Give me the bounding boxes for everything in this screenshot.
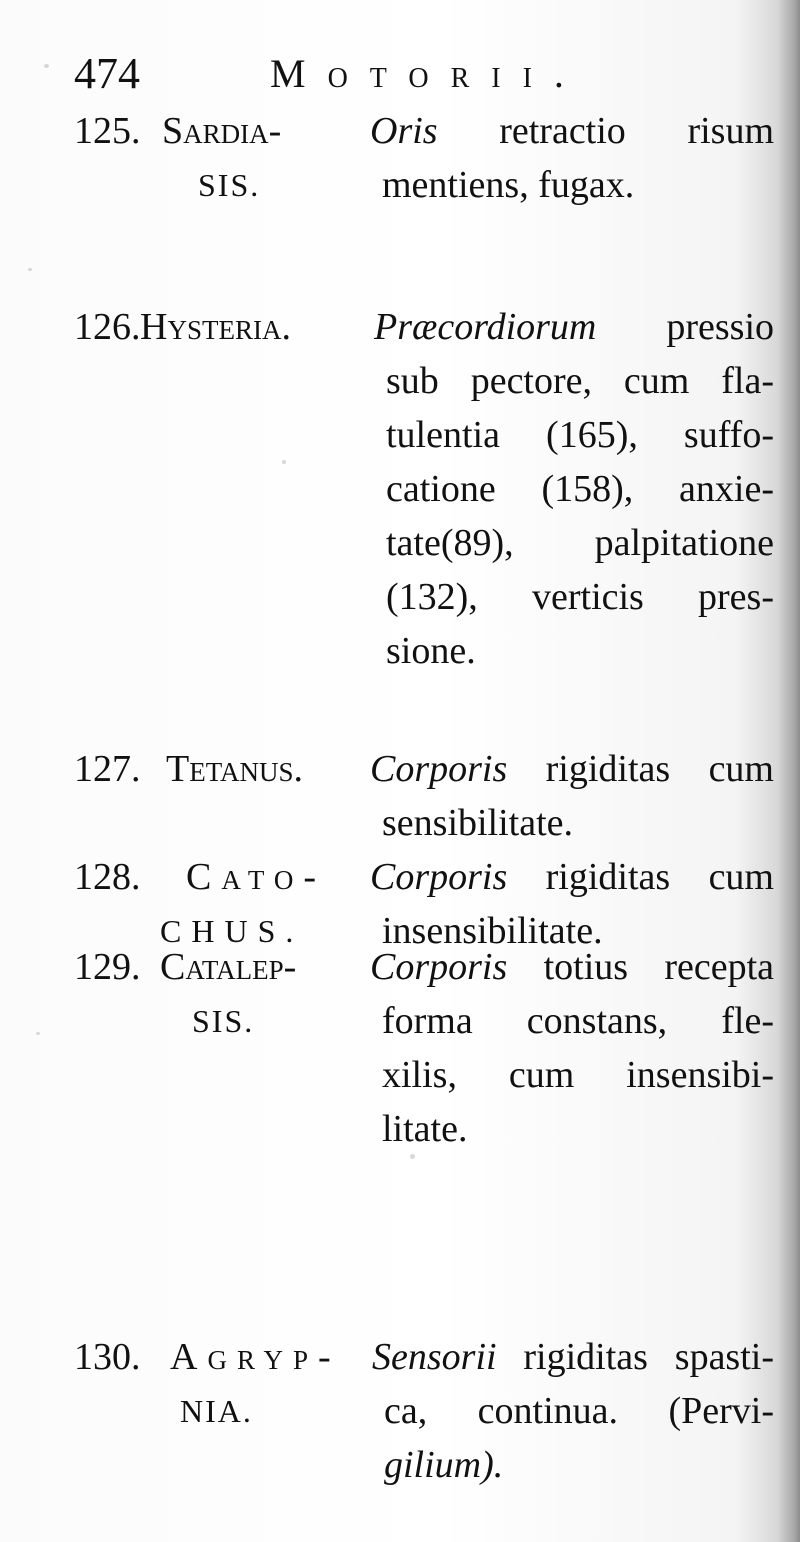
definition-line: sub pectore, cum fla- [386,360,774,402]
definition-line: (132), verticis pres- [386,576,774,618]
entry-number: 126. [74,306,141,348]
entry-125 [74,104,774,212]
entry-number: 129. [74,946,141,988]
definition-line: ca, continua. (Pervi- [384,1390,774,1432]
definition-line: sione. [386,630,476,672]
entry-term: Hysteria. [140,306,291,348]
definition-line: gilium). [384,1444,504,1486]
definition-line: litate. [382,1108,468,1150]
definition-text: retractio risum [499,110,774,152]
entry-127 [74,742,774,850]
entry-definition [370,940,774,1156]
entry-definition [374,300,774,678]
definition-headword: Sensorii [372,1336,497,1378]
entry-term-continuation: SIS. [198,167,261,203]
paper-speck [28,268,32,271]
definition-line: xilis, cum insensibi- [382,1054,774,1096]
definition-line: tulentia (165), suffo- [386,414,774,456]
entry-number: 130. [74,1336,141,1378]
entry-number: 125. [74,110,141,152]
definition-headword: Præcordiorum [374,306,597,348]
entry-term: Catalep- [160,946,297,988]
page-number: 474 [74,49,140,98]
definition-text: rigiditas cum [545,748,774,790]
definition-headword: Corporis [370,748,508,790]
definition-text: pressio [666,306,774,348]
page-edge-shadow [778,0,800,1542]
definition-text: totius recepta [543,946,775,988]
definition-text: rigiditas cum [545,856,774,898]
definition-line [370,104,774,158]
definition-headword: Oris [370,110,438,152]
entry-definition [372,1330,774,1492]
definition-line: catione (158), anxie- [386,468,774,510]
entry-129 [74,940,774,1160]
running-head: Motorii. [270,51,586,96]
definition-text: rigiditas spasti- [523,1336,774,1378]
definition-line [372,1330,774,1384]
entry-term: Tetanus. [166,748,304,790]
definition-line: mentiens, fugax. [382,164,635,206]
definition-line [374,300,774,354]
paper-speck [44,64,49,68]
entry-term-continuation: SIS. [192,1003,255,1039]
entry-number: 128. [74,856,141,898]
page-header [74,44,774,104]
definition-line: tate(89), palpitatione [386,522,774,564]
entry-number: 127. [74,748,141,790]
definition-headword: Corporis [370,946,508,988]
definition-line: sensibilitate. [382,802,574,844]
definition-headword: Corporis [370,856,508,898]
entry-term: Sardia- [162,110,282,152]
entry-definition [370,104,774,212]
entry-term: Cato- [186,856,327,898]
entry-term-continuation: NIA. [180,1393,253,1429]
definition-line: forma constans, fle- [382,1000,774,1042]
definition-line: insensibilitate. [382,910,603,952]
entry-term-continuation: CHUS. [160,913,304,949]
paper-speck [36,1032,40,1035]
entry-126 [74,300,774,680]
entry-130 [74,1330,774,1500]
definition-line [370,940,774,994]
entry-definition [370,742,774,850]
entry-term: Agryp- [170,1336,341,1378]
definition-line [370,850,774,904]
definition-line [370,742,774,796]
